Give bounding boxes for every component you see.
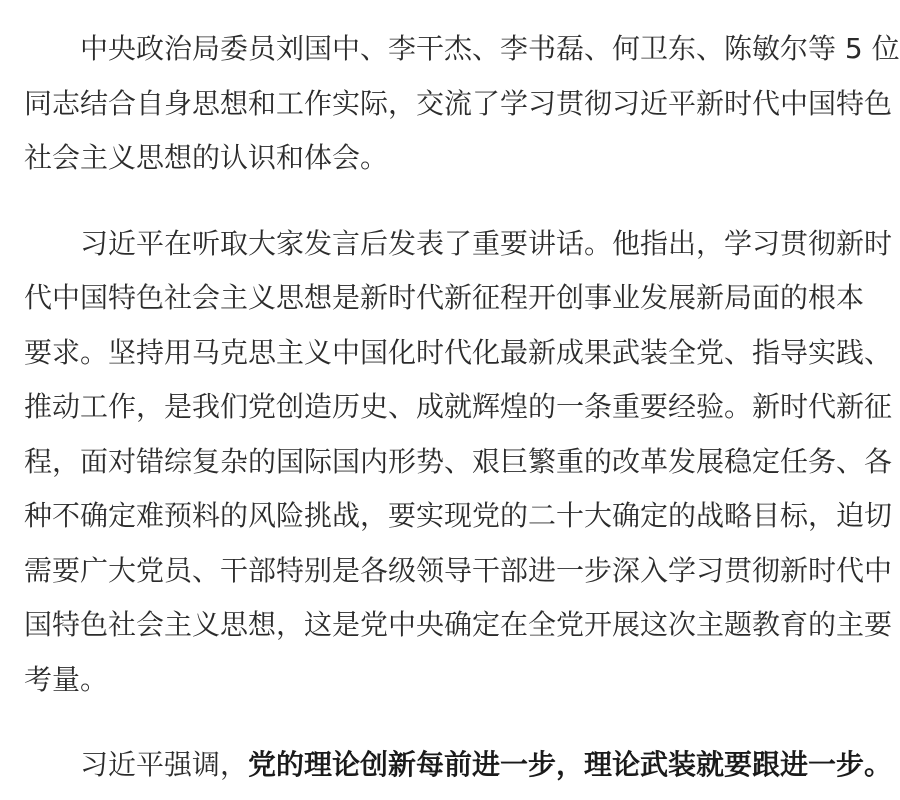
- text-line: 中央政治局委员刘国中、李干杰、李书磊、何卫东、陈敏尔等 5 位: [80, 32, 900, 65]
- watermark: ​: [507, 204, 532, 234]
- article-body: [24, 22, 900, 793]
- text-line: 同志结合自身思想和工作实际，交流了学习贯彻习近平新时代中国特色: [24, 86, 893, 120]
- paragraph-2: [24, 217, 893, 708]
- text-line: 习近平在听取大家发言后发表了重要讲话。他指出，学习贯彻新时: [80, 226, 893, 260]
- text-line: 国特色社会主义思想，这是党中央确定在全党开展这次主题教育的主要: [24, 608, 893, 641]
- text-line: 考量。: [24, 662, 109, 696]
- text-line: 社会主义思想的认识和体会。: [24, 141, 389, 174]
- text-line: 需要广大党员、干部特别是各级领导干部进一步深入学习贯彻新时代中: [24, 553, 893, 587]
- text-normal: 习近平强调，: [80, 748, 249, 781]
- text-line: 要求。坚持用马克思主义中国化时代化最新成果武装全党、指导实践、: [24, 335, 893, 369]
- text-line: 程，面对错综复杂的国际国内形势、艰巨繁重的改革发展稳定任务、各: [24, 444, 893, 478]
- text-line: 代中国特色社会主义思想是新时代新征程开创事业发展新局面的根本: [24, 281, 865, 314]
- text-line: 推动工作，是我们党创造历史、成就辉煌的一条重要经验。新时代新征: [24, 390, 893, 423]
- paragraph-1: [24, 22, 900, 186]
- text-emphasis: 党的理论创新每前进一步，理论武装就要跟进一步。: [248, 748, 893, 781]
- text-line: 种不确定难预料的风险挑战，要实现党的二十大确定的战略目标，迫切: [24, 499, 893, 532]
- paragraph-3: [24, 738, 893, 793]
- text-line: [24, 738, 893, 793]
